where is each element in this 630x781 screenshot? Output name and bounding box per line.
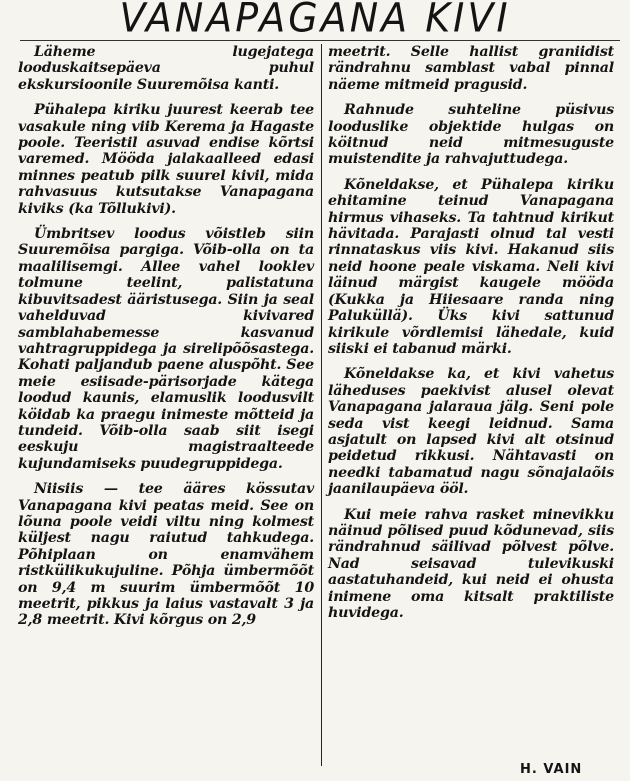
paragraph: meetrit. Selle hallist graniidist rändrahnu samblast vabal pinnal näeme mitmeid pragusid. [328,44,614,93]
paragraph: Ümbritsev loodus võistleb siin Suuremõisa pargiga. Võib-olla on ta maalilisemgi. Allee vahel looklev tolmune teelint, palistatuna kibuvitsadest ääristusega. Siin ja seal vahelduvad kivivared samblahabemesse kasvanud vahtragruppidega ja sirelipõõsastega. Kohati paljandub paene aluspõht. See meie esiisade-pärisorjade kätega loodud kaunis, elamuslik loodusvilt köidab ka praegu inimeste mõtteid ja tundeid. Võib-olla saab siit isegi eeskuju magistraalteede kujundamiseks puudegruppidega. [18,226,314,472]
paragraph: Rahnude suhteline püsivus looduslike objektide hulgas on köitnud neid mitmesuguste muistendite ja rahvajuttudega. [328,102,614,168]
paragraph: Pühalepa kiriku juurest keerab tee vasakule ning viib Kerema ja Hagaste poole. Teeristil asuvad endise kõrtsi varemed. Mööda jalakaalleed edasi minnes peatub pilk suurel kivil, mida rahvasuus kutsutakse Vanapagana kiviks (ka Tõllukivi). [18,102,314,217]
article-title: VANAPAGANA KIVI [119,0,511,42]
paragraph: Kõneldakse ka, et kivi vahetus läheduses paekivist alusel olevat Vanapagana jalaraua jälg. Seni pole seda vist keegi leidnud. Sama asjatult on lapsed kivi alt otsinud peidetud rikkusi. Nähtavasti on needki tabamatud nagu sõnajalaõis jaanilaupäeva ööl. [328,366,614,498]
paragraph: Niisiis — tee ääres kössutav Vanapagana kivi peatas meid. See on lõuna poole veidi viltu ning kolmest küljest nagu raiutud tahkudega. Põhiplaan on enamvähem ristkülikukujuline. Põhja ümbermõõt on 9,4 m suurim ümbermõõt 10 meetrit, pikkus ja laius vastavalt 3 ja 2,8 meetrit. Kivi kõrgus on 2,9 [18,481,314,629]
paragraph: Kui meie rahva rasket minevikku näinud põlised puud kõdunevad, siis rändrahnud säilivad põlvest põlve. Nad seisavad tulevikuski aastatuhandeid, kui neid ei ohusta inimene oma kitsalt praktiliste huvidega. [328,506,614,621]
author-byline: H. VAIN [520,762,583,777]
title-rule [20,40,620,41]
paragraph: Läheme lugejatega looduskaitsepäeva puhul ekskursioonile Suuremõisa kanti. [18,44,314,93]
paragraph: Kõneldakse, et Pühalepa kiriku ehitamine teinud Vanapagana hirmus vihaseks. Ta tahtnud kirikut hävitada. Parajasti olnud tal vesti rinnataskus viis kivi. Hakanud siis neid hoone peale viskama. Neli kivi läinud märgist kaugele mööda (Kukka ja Hiiesaare randa ning Paluküllä). Üks kivi sattunud kirikule võrdlemisi lähedale, kuid siiski ei tabanud märki. [328,176,614,357]
right-column [328,44,614,621]
left-column [18,44,314,629]
column-divider [321,44,322,766]
